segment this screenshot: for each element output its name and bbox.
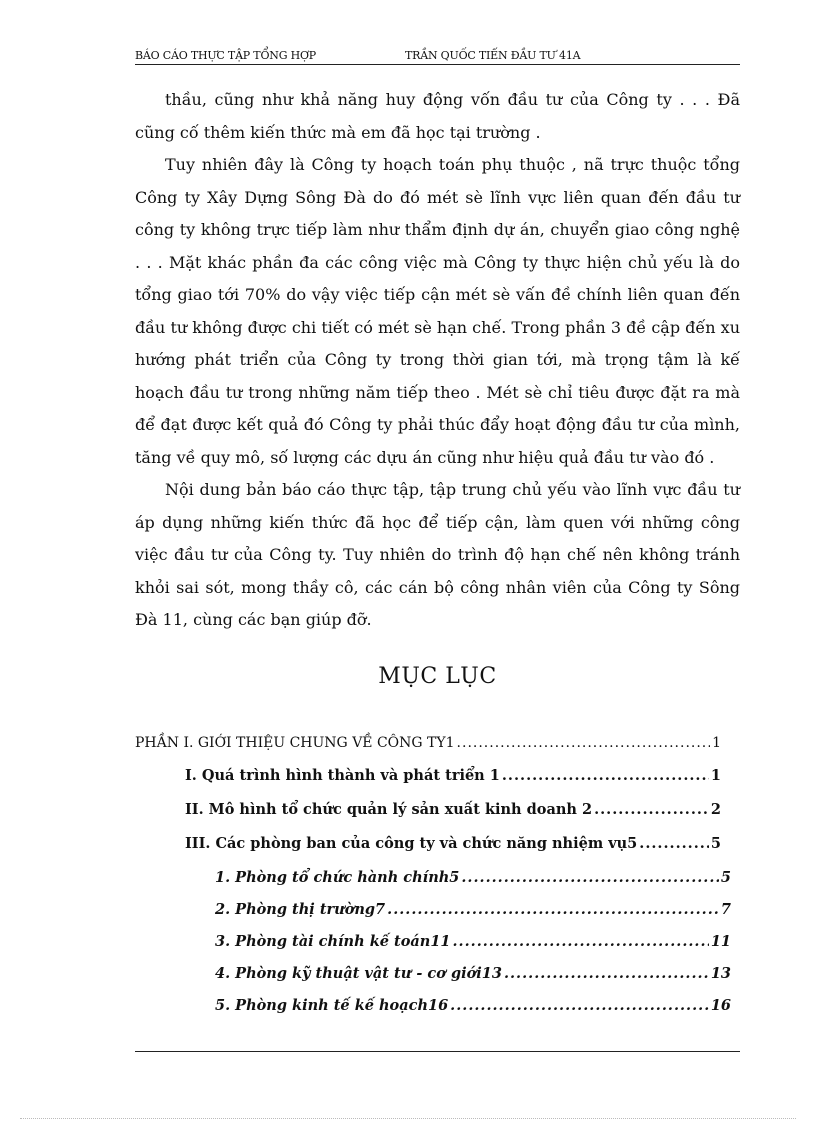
toc-entry-subsection-5[interactable] [215, 997, 731, 1014]
paragraph: Tuy nhiên đây là Công ty hoạch toán phụ thuộc , nã trực thuộc tổng Công ty Xây Dựng Sông Đà do đó mét sè lĩnh vực liên quan đến đầu tư công ty không trực tiếp làm như thẩm định dự án, chuyển giao công nghệ . . . Mặt khác phần đa các công việc mà Công ty thực hiện chủ yếu là do tổng giao tới 70% do vậy việc tiếp cận mét sè vấn đề chính liên quan đến đầu tư không được chi tiết có mét sè hạn chế. Trong phần 3 đề cập đến xu hướng phát triển của Công ty trong thời gian tới, mà trọng tậm là kế hoạch đầu tư trong những năm tiếp theo . Mét sè chỉ tiêu được đặt ra mà để đạt được kết quả đó Công ty phải thúc đẩy hoạt động đầu tư của mình, tăng về quy mô, số lượng các dựu án cũng như hiệu quả đầu tư vào đó . [135, 155, 740, 467]
toc-entry-part1[interactable] [135, 735, 721, 751]
toc-entry-subsection-1[interactable] [215, 869, 731, 886]
toc-entry-label: 5. Phòng kinh tế kế hoạch16 [215, 997, 449, 1014]
toc-entry-section-3[interactable] [185, 835, 721, 852]
toc-entry-label: II. Mô hình tổ chức quản lý sản xuất kinh doanh 2 [185, 801, 593, 818]
toc-entry-label: 1. Phòng tổ chức hành chính5 [215, 869, 460, 886]
header-rule [135, 64, 740, 65]
toc-entry-section-1[interactable] [185, 767, 721, 784]
toc-leader-dots [453, 933, 709, 950]
header-report-title: BÁO CÁO THỰC TẬP TỔNG HỢP [135, 49, 316, 62]
toc-leader-dots [387, 901, 719, 918]
toc-entry-label: PHẦN I. GIỚI THIỆU CHUNG VỀ CÔNG TY1 [135, 735, 455, 751]
toc-leader-dots [450, 997, 709, 1014]
toc-entry-label: 4. Phòng kỹ thuật vật tư - cơ giới13 [215, 965, 502, 982]
toc-leader-dots [502, 767, 709, 784]
toc-entry-subsection-3[interactable] [215, 933, 731, 950]
toc-entry-page: 13 [710, 965, 731, 982]
toc-entry-label: 3. Phòng tài chính kế toán11 [215, 933, 451, 950]
toc-entry-page: 11 [710, 933, 731, 950]
paragraph-continuation: thầu, cũng như khả năng huy động vốn đầu tư của Công ty . . . Đã cũng cố thêm kiến thức mà em đã học tại trường . [135, 90, 740, 142]
toc-leader-dots [461, 869, 719, 886]
toc-entry-page: 5 [720, 869, 731, 886]
footer-rule [135, 1051, 740, 1052]
toc-entry-page: 5 [710, 835, 721, 852]
toc-leader-dots [457, 735, 711, 751]
toc-entry-subsection-4[interactable] [215, 965, 731, 982]
page-break-dots [20, 1118, 796, 1119]
paragraph: Nội dung bản báo cáo thực tập, tập trung chủ yếu vào lĩnh vực đầu tư áp dụng những kiến thức đã học để tiếp cận, làm quen với những công việc đầu tư của Công ty. Tuy nhiên do trình độ hạn chế nên không tránh khỏi sai sót, mong thầy cô, các cán bộ công nhân viên của Công ty Sông Đà 11, cùng các bạn giúp đỡ. [135, 480, 740, 629]
toc-leader-dots [594, 801, 709, 818]
toc-entry-page: 16 [710, 997, 731, 1014]
page-header [135, 46, 740, 66]
toc-leader-dots [639, 835, 709, 852]
toc-entry-page: 2 [710, 801, 721, 818]
toc-entry-subsection-2[interactable] [215, 901, 731, 918]
header-author: TRẦN QUỐC TIẾN ĐẦU TƯ 41A [405, 49, 581, 62]
toc-entry-label: I. Quá trình hình thành và phát triển 1 [185, 767, 500, 784]
toc-leader-dots [504, 965, 709, 982]
toc-entry-page: 1 [712, 735, 721, 751]
toc-entry-page: 1 [710, 767, 721, 784]
toc-entry-section-2[interactable] [185, 801, 721, 818]
toc-title: MỤC LỤC [378, 664, 497, 689]
toc-entry-label: III. Các phòng ban của công ty và chức năng nhiệm vụ5 [185, 835, 638, 852]
toc-entry-page: 7 [720, 901, 731, 918]
toc-entry-label: 2. Phòng thị trường7 [215, 901, 386, 918]
body-text [135, 84, 740, 637]
